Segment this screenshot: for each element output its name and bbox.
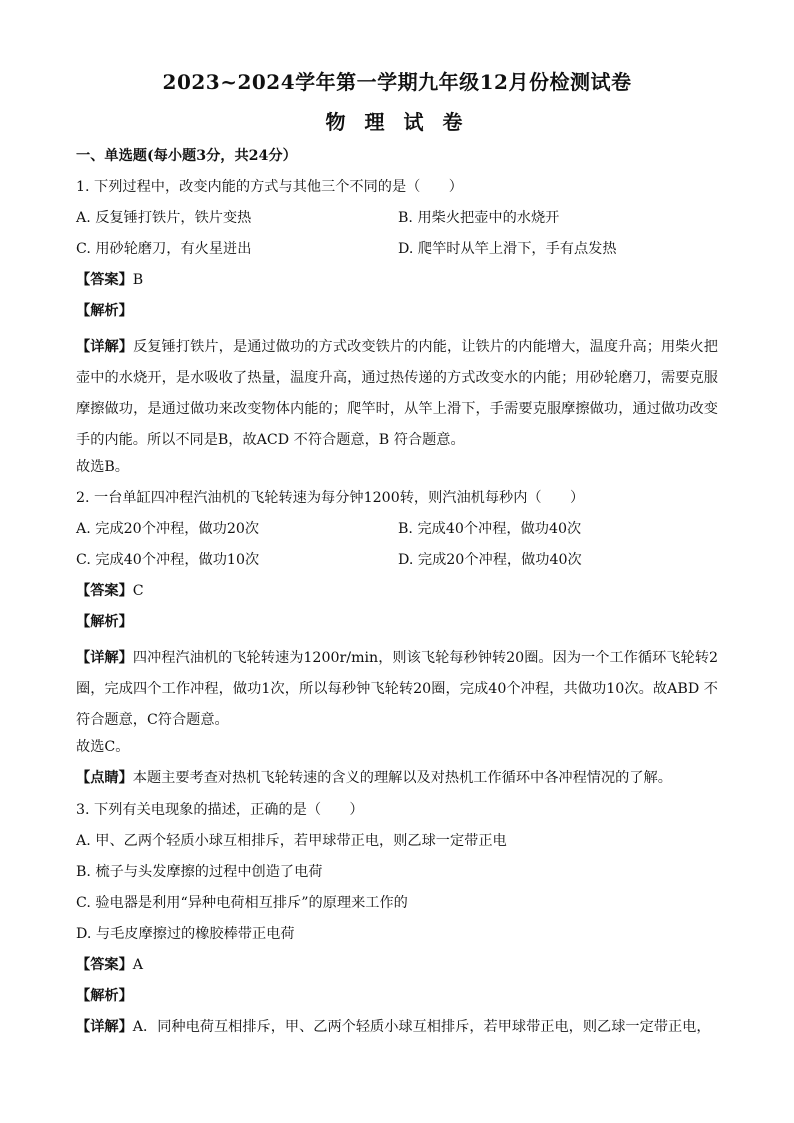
q1-detail <box>76 332 718 456</box>
answer-tag: 【答案】 <box>76 583 133 599</box>
answer-value: B <box>132 272 144 288</box>
detail-tag: 【详解】 <box>76 650 133 666</box>
q3-analysis-tag: 【解析】 <box>76 988 133 1004</box>
answer-tag: 【答案】 <box>76 272 133 288</box>
answer-value: A <box>132 957 144 973</box>
detail-text: A．同种电荷互相排斥，甲、乙两个轻质小球互相排斥，若甲球带正电，则乙球一定带正电， <box>132 1019 711 1035</box>
answer-value: C <box>132 583 144 599</box>
section-heading: 一、单选题(每小题3分，共24分） <box>76 148 297 164</box>
detail-tag: 【详解】 <box>76 1019 133 1035</box>
comment-tag: 【点睛】 <box>76 770 133 786</box>
q2-option-c: C. 完成40个冲程，做功10次 <box>76 552 260 568</box>
q3-option-b: B. 梳子与头发摩擦的过程中创造了电荷 <box>76 864 323 880</box>
answer-tag: 【答案】 <box>76 957 133 973</box>
q3-detail <box>76 1017 711 1037</box>
q2-option-a: A. 完成20个冲程，做功20次 <box>76 521 260 537</box>
q1-conclusion: 故选B。 <box>76 459 129 475</box>
q3-answer <box>76 955 143 975</box>
q2-stem: 2. 一台单缸四冲程汽油机的飞轮转速为每分钟1200转，则汽油机每秒内（ ） <box>76 490 585 506</box>
comment-text: 本题主要考查对热机飞轮转速的含义的理解以及对热机工作循环中各冲程情况的了解。 <box>132 770 672 786</box>
q2-option-d: D. 完成20个冲程，做功40次 <box>398 552 582 568</box>
q1-option-c: C. 用砂轮磨刀，有火星迸出 <box>76 241 252 257</box>
q3-option-c: C. 验电器是利用“异种电荷相互排斥”的原理来工作的 <box>76 895 408 911</box>
exam-title: 2023~2024学年第一学期九年级12月份检测试卷 <box>162 70 632 94</box>
q1-answer <box>76 270 143 290</box>
exam-subtitle: 物 理 试 卷 <box>325 110 469 134</box>
q1-option-d: D. 爬竿时从竿上滑下，手有点发热 <box>398 241 617 257</box>
q2-option-b: B. 完成40个冲程，做功40次 <box>398 521 582 537</box>
q2-analysis-tag: 【解析】 <box>76 614 133 630</box>
q1-option-b: B. 用柴火把壶中的水烧开 <box>398 210 560 226</box>
q3-option-a: A. 甲、乙两个轻质小球互相排斥，若甲球带正电，则乙球一定带正电 <box>76 833 507 849</box>
q1-analysis-tag: 【解析】 <box>76 303 133 319</box>
q1-stem: 1. 下列过程中，改变内能的方式与其他三个不同的是（ ） <box>76 179 463 195</box>
detail-tag: 【详解】 <box>76 339 134 355</box>
q2-detail <box>76 643 718 736</box>
q3-option-d: D. 与毛皮摩擦过的橡胶棒带正电荷 <box>76 926 295 942</box>
detail-text: 反复锤打铁片，是通过做功的方式改变铁片的内能，让铁片的内能增大，温度升高；用柴火把壶中的水烧开，是水吸收了热量，温度升高，通过热传递的方式改变水的内能；用砂轮磨刀，需要克服摩擦做功，是通过做功来改变物体内能的；爬竿时，从竿上滑下，手需要克服摩擦做功，通过做功改变手的内能。所以不同是B，故ACD 不符合题意，B 符合题意。 <box>76 339 718 448</box>
q2-answer <box>76 581 144 601</box>
detail-text: 四冲程汽油机的飞轮转速为1200r/min，则该飞轮每秒钟转20圈。因为一个工作循环飞轮转2圈，完成四个工作冲程，做功1次，所以每秒钟飞轮转20圈，完成40个冲程，共做功10次。故ABD 不符合题意，C符合题意。 <box>76 650 718 728</box>
q1-option-a: A. 反复锤打铁片，铁片变热 <box>76 210 252 226</box>
q2-comment <box>76 768 718 788</box>
q2-conclusion: 故选C。 <box>76 739 130 755</box>
q3-stem: 3. 下列有关电现象的描述，正确的是（ ） <box>76 802 364 818</box>
